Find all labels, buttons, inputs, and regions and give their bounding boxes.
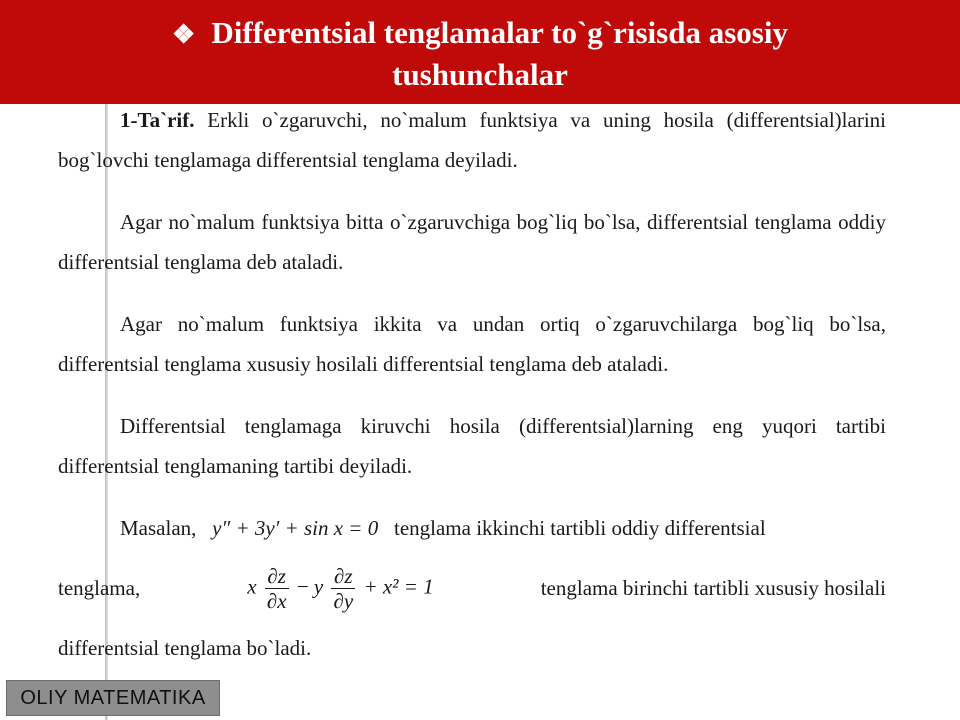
paragraph-pde: Agar no`malum funktsiya ikkita va undan ortiq o`zgaruvchilarga bog`liq bo`lsa, differentsial tenglama xususiy hosilali differentsial tenglama deb ataladi. [58, 312, 886, 376]
pde-tail: + x² = 1 [363, 573, 434, 598]
header-title-line1 [0, 13, 960, 55]
diamond-bullet-icon: ❖ [172, 20, 196, 49]
ode-formula: y″ + 3y′ + sin x = 0 [212, 516, 379, 540]
frac2-denominator: ∂y [333, 588, 354, 613]
pde-formula [247, 564, 433, 613]
example-line-3: differentsial tenglama bo`ladi. [58, 636, 312, 660]
paragraph-example [58, 508, 886, 548]
header-title-text: Differentsial tenglamalar to`g`risisda asosiy [211, 15, 788, 50]
paragraph-ode: Agar no`malum funktsiya bitta o`zgaruvchiga bog`liq bo`lsa, differentsial tenglama oddiy differentsial tenglama deb ataladi. [58, 210, 886, 274]
paragraph-order: Differentsial tenglamaga kiruvchi hosila (differentsial)larning eng yuqori tartibi differentsial tenglamaning tartibi deyiladi. [58, 414, 886, 478]
pde-x: x [247, 573, 257, 598]
slide-header [0, 0, 960, 104]
example-intro: Masalan, [120, 516, 197, 540]
example-after-text: tenglama ikkinchi tartibli oddiy differentsial [393, 516, 766, 540]
frac1-numerator: ∂z [265, 564, 289, 589]
pde-fraction-1 [265, 564, 289, 613]
oliy-matematika-logo: OLIY MATEMATIKA [6, 680, 220, 716]
slide-content [58, 100, 886, 668]
header-title-line2: tushunchalar [392, 57, 568, 92]
pde-y: y [313, 573, 324, 598]
frac1-denominator: ∂x [266, 588, 287, 613]
pde-minus: − [296, 573, 309, 598]
definition-text: Erkli o`zgaruvchi, no`malum funktsiya va uning hosila (differentsial)larini bog`lovchi tenglamaga differentsial tenglama deyiladi. [58, 108, 886, 172]
example-line2-start: tenglama, [58, 576, 141, 600]
example-line-2 [58, 548, 886, 628]
pde-fraction-2 [331, 564, 355, 613]
frac2-numerator: ∂z [331, 564, 355, 589]
definition-label: 1-Ta`rif. [120, 108, 195, 132]
example-line2-end: tenglama birinchi tartibli xususiy hosilali [540, 576, 886, 600]
definition-paragraph [58, 100, 886, 180]
